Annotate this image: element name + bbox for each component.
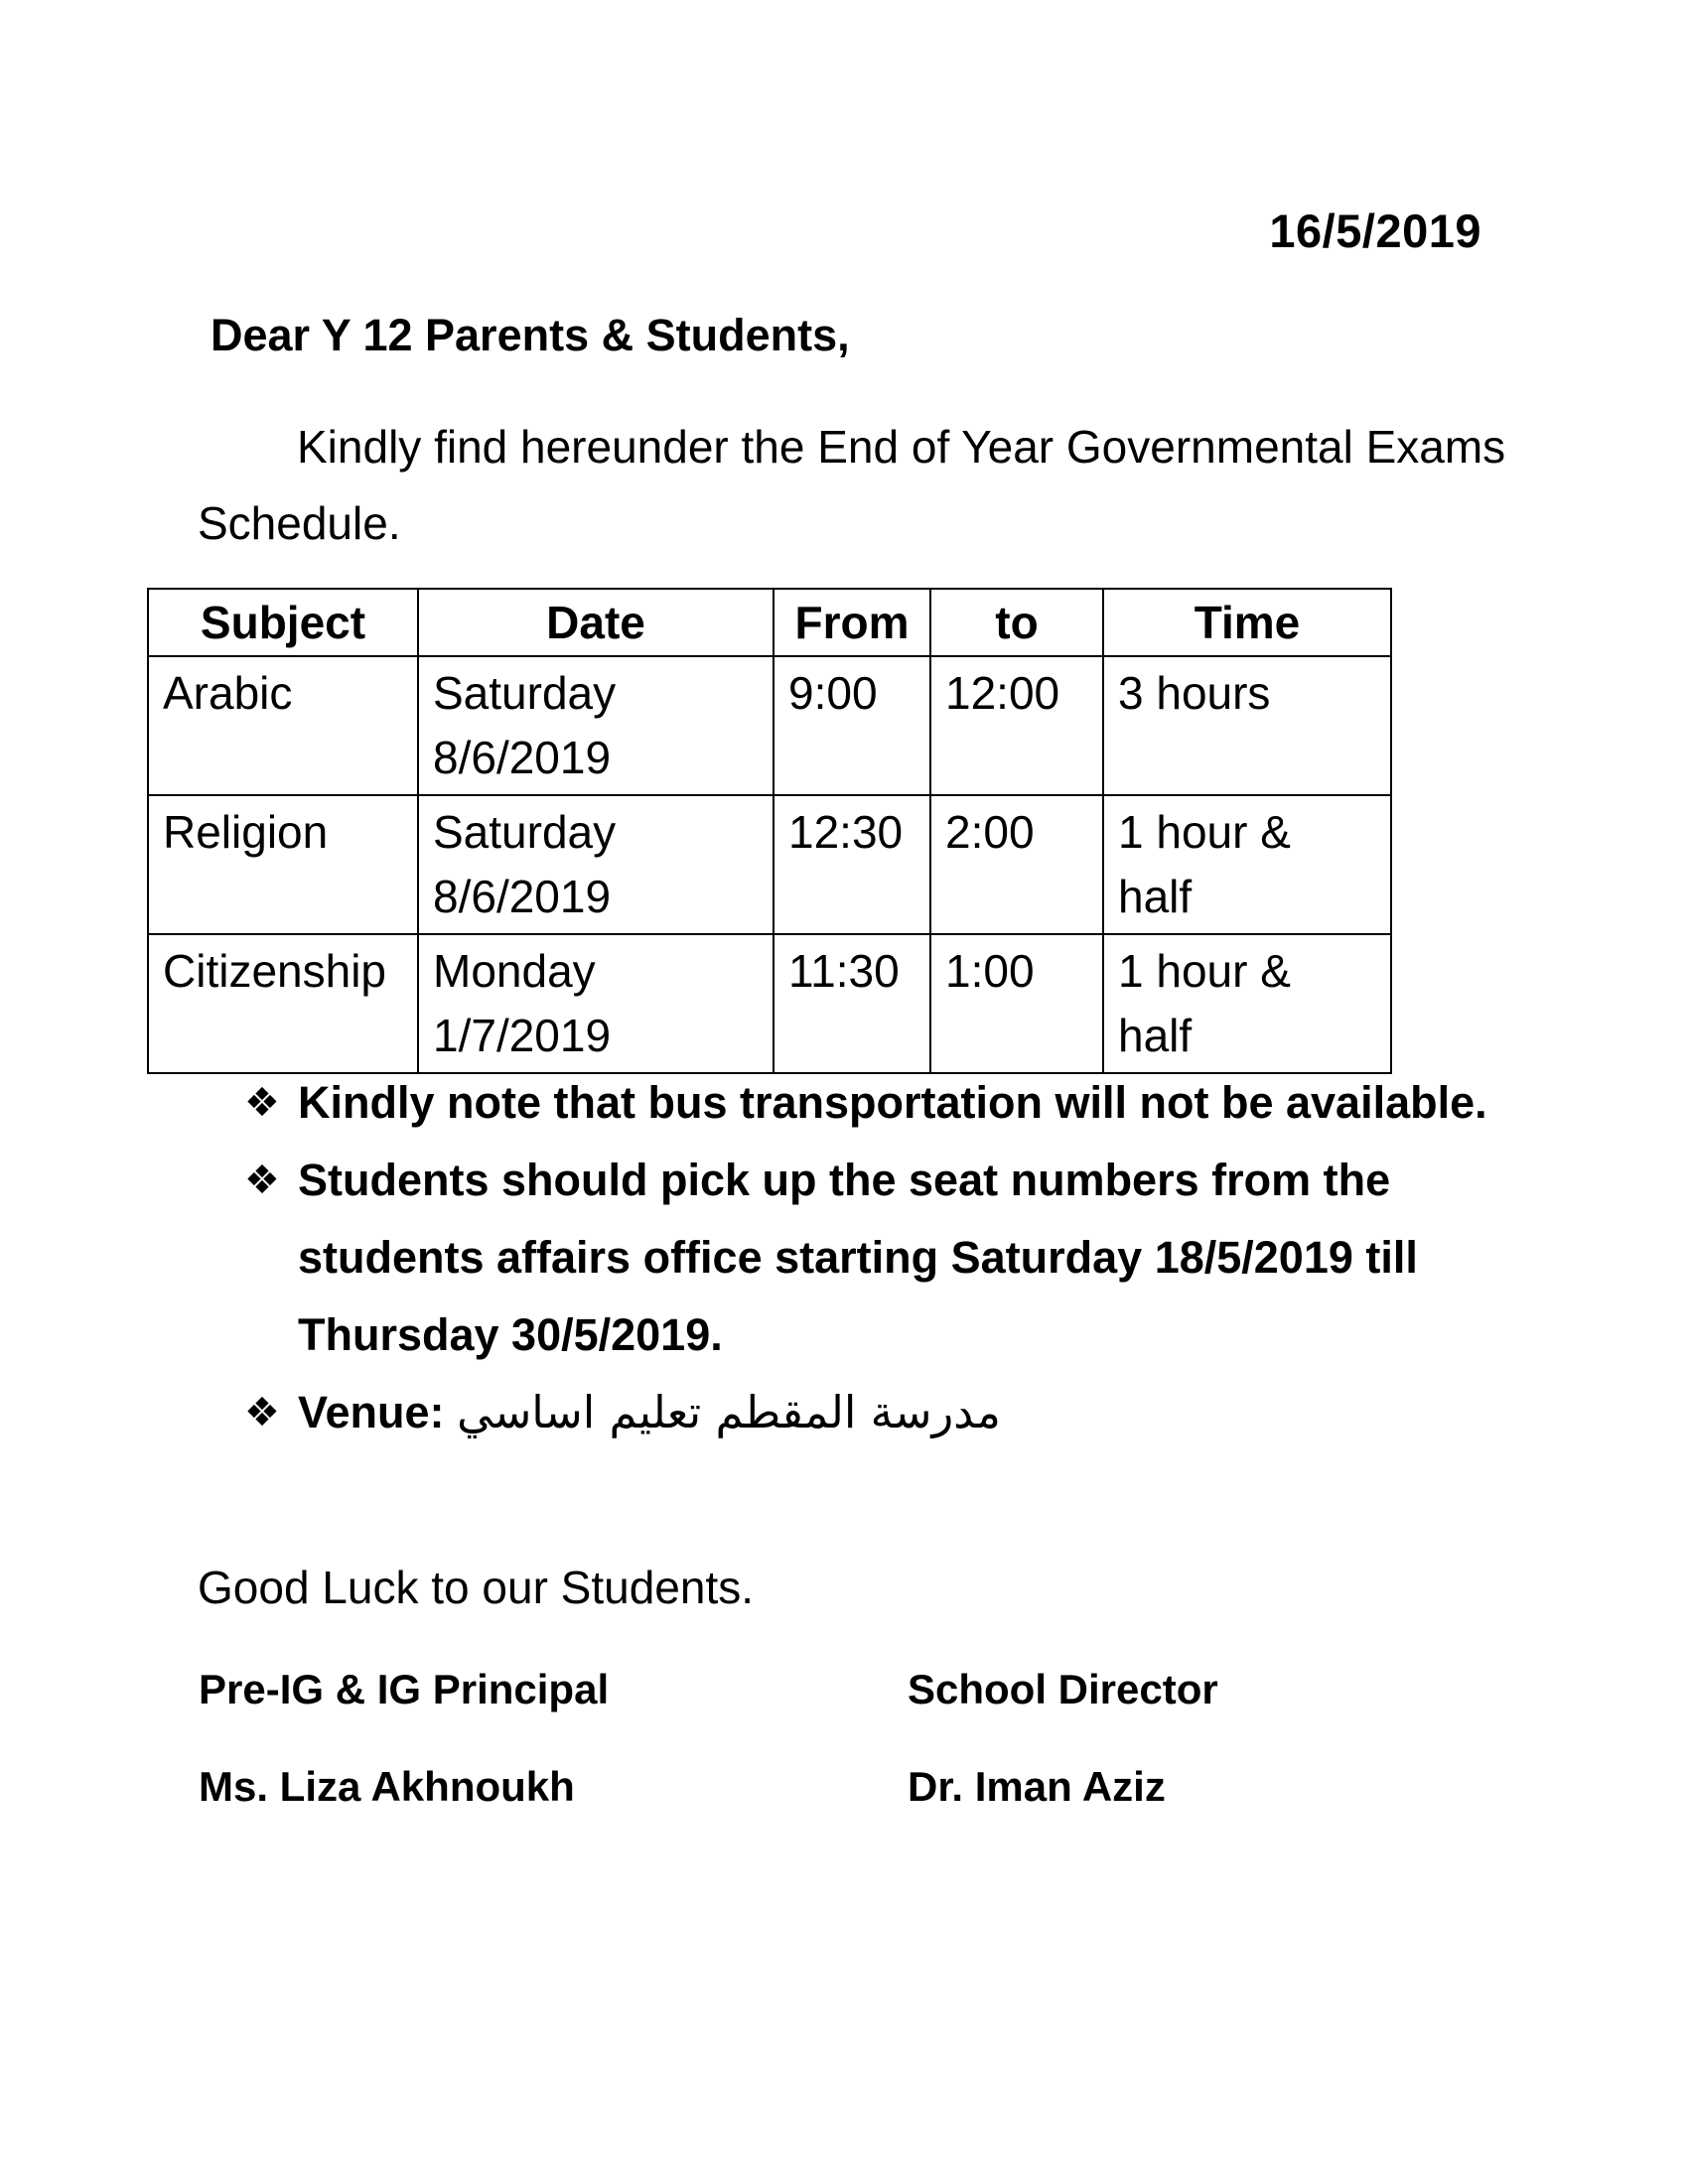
salutation: Dear Y 12 Parents & Students,	[211, 310, 850, 360]
venue-value: مدرسة المقطم تعليم اساسي	[457, 1386, 1001, 1438]
note-transport-text: Kindly note that bus transportation will not be available.	[298, 1077, 1487, 1128]
note-seat-numbers	[244, 1142, 1519, 1374]
letter-date: 16/5/2019	[1269, 205, 1481, 257]
cell-time-line1: 1 hour &	[1118, 945, 1291, 997]
table-row	[148, 795, 1391, 934]
venue-label: Venue:	[298, 1387, 445, 1437]
cell-date-day: Monday	[433, 945, 596, 997]
diamond-bullet-icon: ❖	[244, 1391, 280, 1434]
cell-from: 12:30	[774, 795, 930, 934]
principal-title: Pre-IG & IG Principal	[199, 1666, 610, 1712]
note-seat-numbers-text: Students should pick up the seat numbers from the students affairs office starting Saturday 18/5/2019 till Thursday 30/5/2019.	[298, 1155, 1418, 1360]
diamond-bullet-icon: ❖	[244, 1081, 280, 1125]
director-name: Dr. Iman Aziz	[908, 1763, 1166, 1810]
cell-time-line1: 1 hour &	[1118, 806, 1291, 858]
cell-subject: Citizenship	[148, 934, 418, 1073]
cell-time	[1103, 795, 1391, 934]
header-to: to	[930, 589, 1103, 656]
principal-name: Ms. Liza Akhnoukh	[199, 1763, 575, 1810]
cell-subject: Arabic	[148, 656, 418, 795]
cell-subject: Religion	[148, 795, 418, 934]
director-title: School Director	[908, 1666, 1218, 1712]
header-date: Date	[418, 589, 774, 656]
table-row	[148, 934, 1391, 1073]
cell-time	[1103, 934, 1391, 1073]
cell-time	[1103, 656, 1391, 795]
note-transport	[244, 1064, 1519, 1142]
cell-date-value: 8/6/2019	[433, 871, 612, 922]
good-luck-line: Good Luck to our Students.	[198, 1562, 755, 1613]
intro-paragraph: Kindly find hereunder the End of Year Governmental Exams Schedule.	[198, 421, 1506, 549]
cell-time-line1: 3 hours	[1118, 667, 1271, 719]
cell-date-day: Saturday	[433, 667, 617, 719]
table-header-row	[148, 589, 1391, 656]
header-from: From	[774, 589, 930, 656]
cell-date-value: 1/7/2019	[433, 1010, 612, 1061]
cell-to: 2:00	[930, 795, 1103, 934]
diamond-bullet-icon: ❖	[244, 1159, 280, 1202]
cell-to: 12:00	[930, 656, 1103, 795]
cell-date	[418, 934, 774, 1073]
note-venue	[244, 1374, 1519, 1451]
notes-list	[244, 1064, 1519, 1451]
table-row	[148, 656, 1391, 795]
cell-date	[418, 795, 774, 934]
cell-date-day: Saturday	[433, 806, 617, 858]
cell-date-value: 8/6/2019	[433, 732, 612, 783]
cell-time-line2: half	[1118, 871, 1193, 922]
cell-date	[418, 656, 774, 795]
header-subject: Subject	[148, 589, 418, 656]
cell-from: 11:30	[774, 934, 930, 1073]
cell-to: 1:00	[930, 934, 1103, 1073]
exam-schedule-table	[147, 588, 1392, 1074]
cell-time-line2: half	[1118, 1010, 1193, 1061]
cell-from: 9:00	[774, 656, 930, 795]
header-time: Time	[1103, 589, 1391, 656]
